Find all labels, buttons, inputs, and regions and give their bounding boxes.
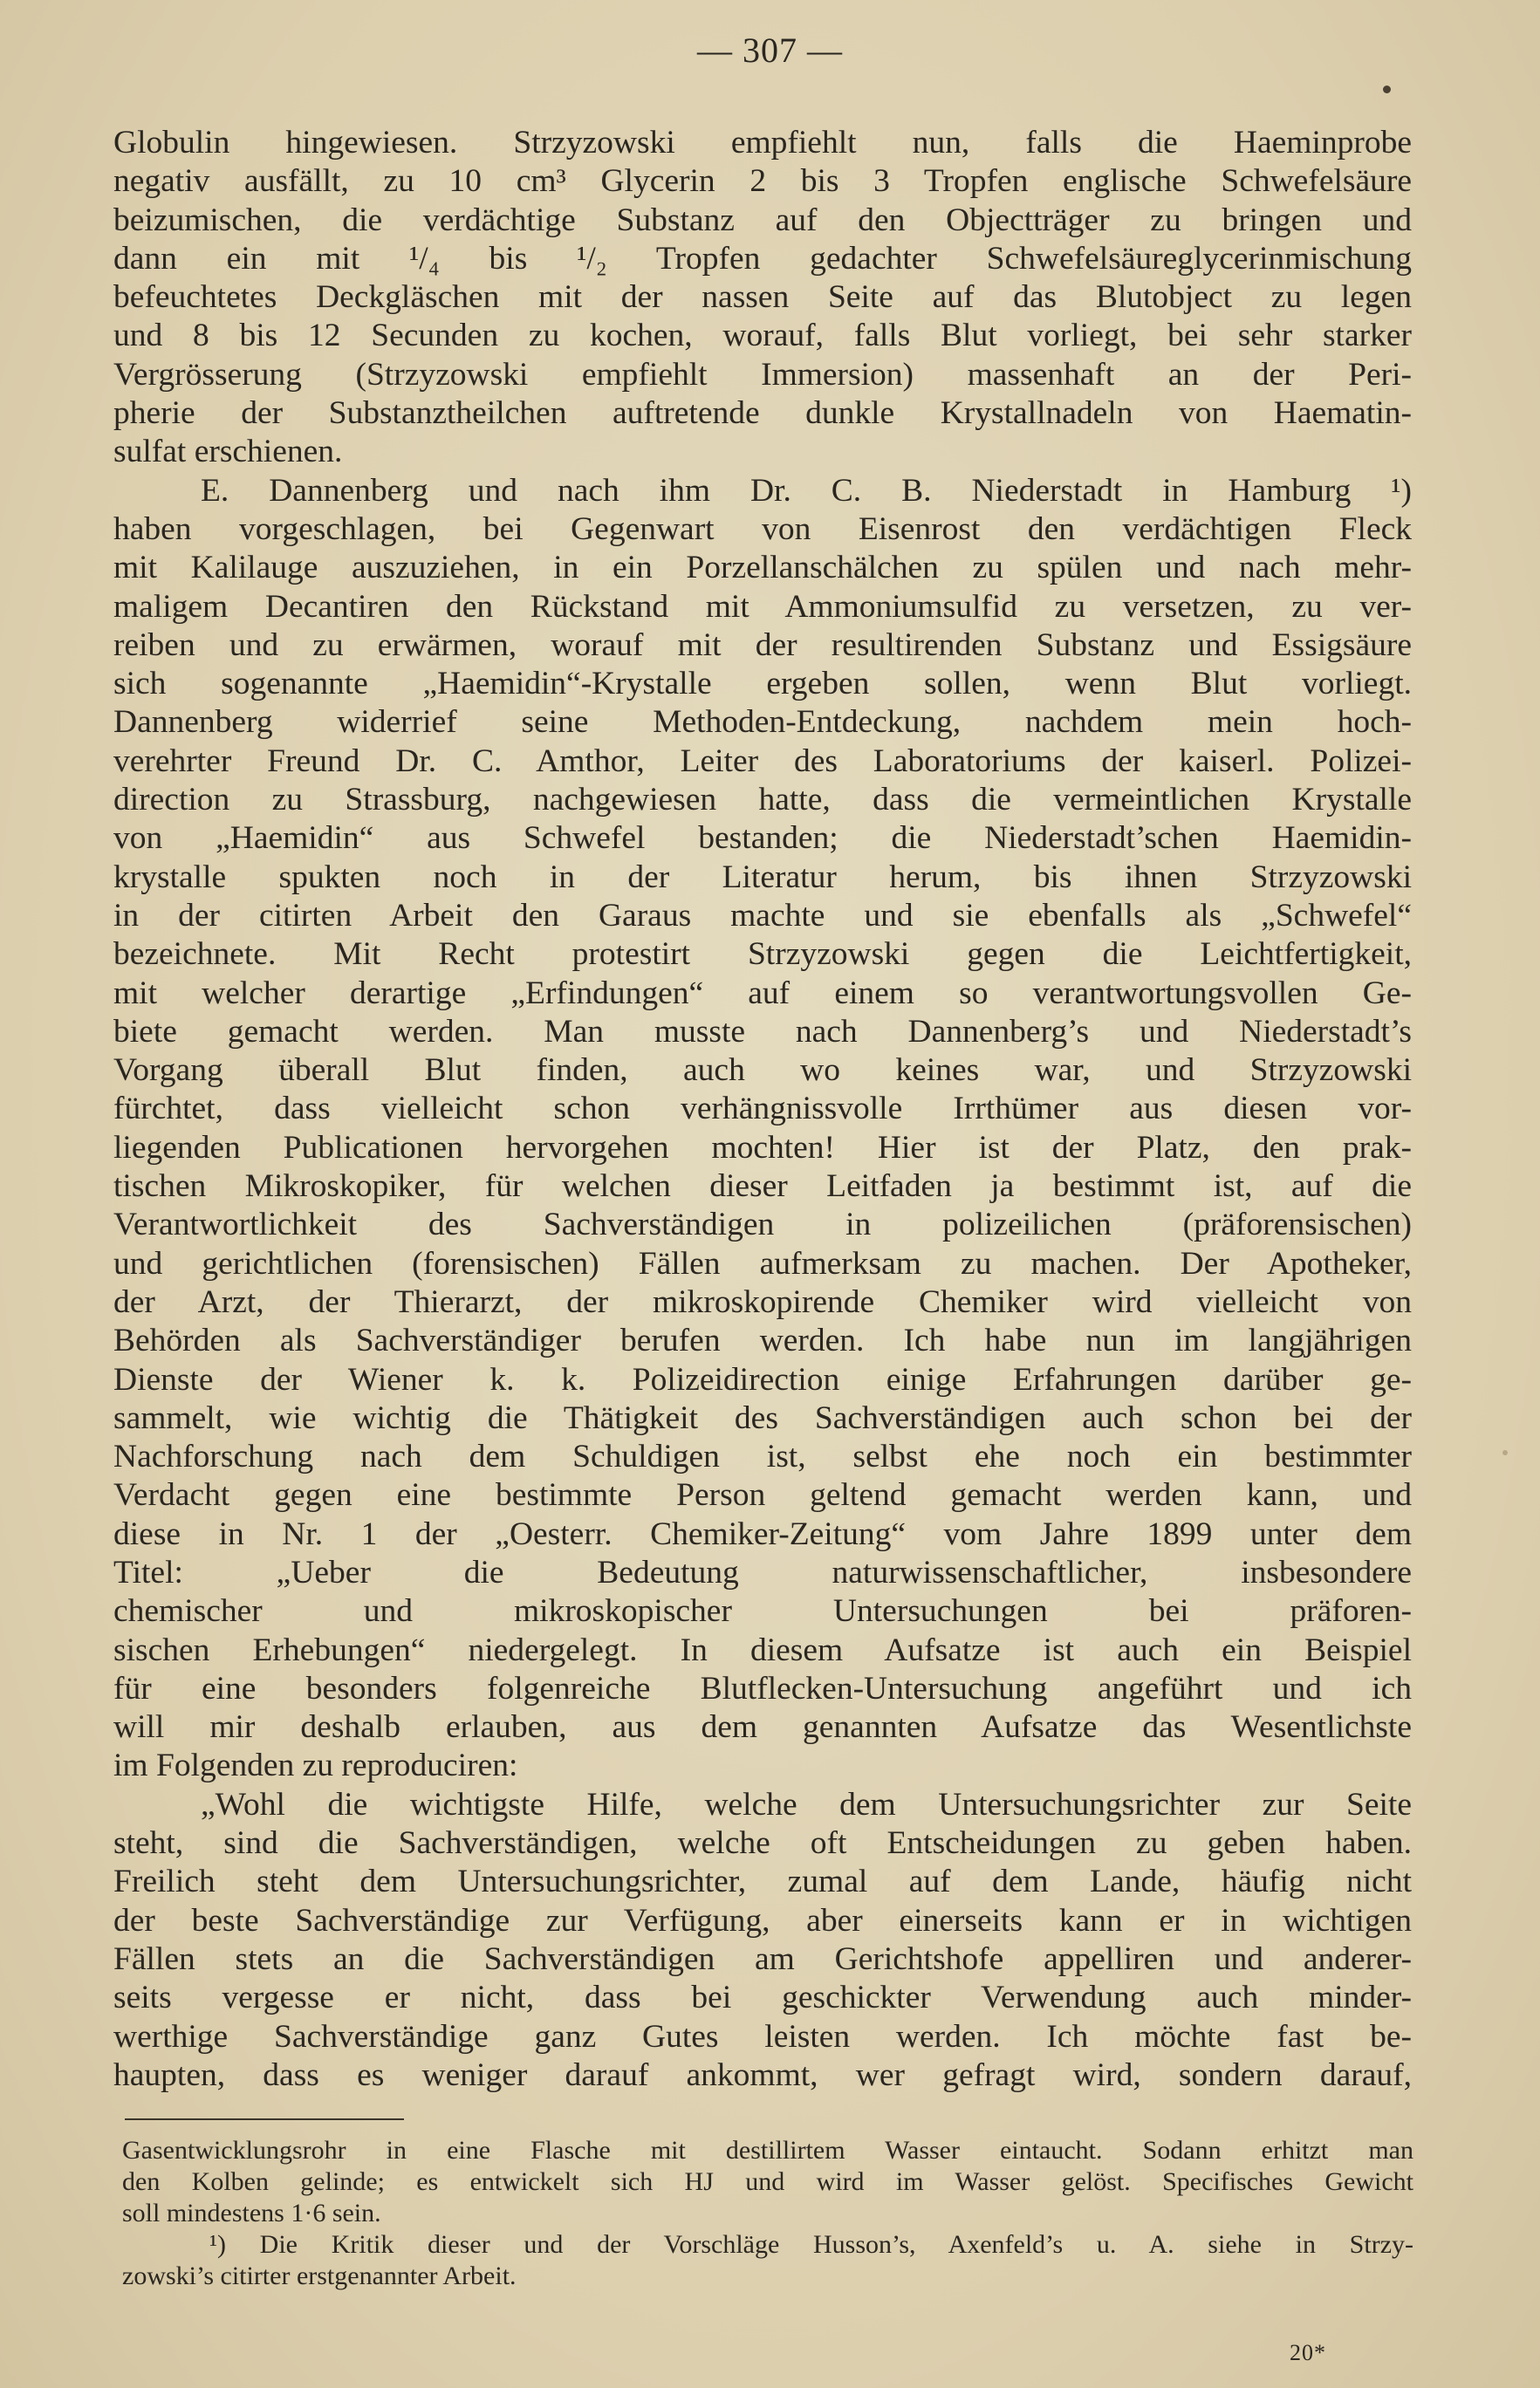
text-line: von „Haemidin“ aus Schwefel bestanden; die Niederstadt’schen Haemidin-: [113, 820, 1412, 857]
text-line: „Wohl die wichtigste Hilfe, welche dem Untersuchungsrichter zur Seite: [201, 1786, 1412, 1823]
print-speck: [1383, 86, 1391, 93]
text-line: Dannenberg widerrief seine Methoden-Entdeckung, nachdem mein hoch-: [113, 704, 1412, 741]
text-line: tischen Mikroskopiker, für welchen dieser Leitfaden ja bestimmt ist, auf die: [113, 1168, 1412, 1205]
text-line: beizumischen, die verdächtige Substanz auf den Objectträger zu bringen und: [113, 202, 1412, 238]
text-line: liegenden Publicationen hervorgehen mochten! Hier ist der Platz, den prak-: [113, 1129, 1412, 1166]
text-line: negativ ausfällt, zu 10 cm³ Glycerin 2 bis 3 Tropfen englische Schwefelsäure: [113, 163, 1412, 200]
page-number: — 307 —: [697, 31, 843, 70]
text-line: maligem Decantiren den Rückstand mit Ammoniumsulfid zu versetzen, zu ver-: [113, 588, 1412, 625]
footnote-line: ¹) Die Kritik dieser und der Vorschläge Husson’s, Axenfeld’s u. A. siehe in Strzy-: [209, 2230, 1413, 2259]
text-line: Nachforschung nach dem Schuldigen ist, selbst ehe noch ein bestimmter: [113, 1439, 1412, 1475]
text-line: chemischer und mikroskopischer Untersuchungen bei präforen-: [113, 1593, 1412, 1630]
text-line: Fällen stets an die Sachverständigen am Gerichtshofe appelliren und anderer-: [113, 1940, 1412, 1977]
text-line: werthige Sachverständige ganz Gutes leisten werden. Ich möchte fast be-: [113, 2018, 1412, 2055]
text-line: seits vergesse er nicht, dass bei geschickter Verwendung auch minder-: [113, 1980, 1412, 2016]
text-line: diese in Nr. 1 der „Oesterr. Chemiker-Zeitung“ vom Jahre 1899 unter dem: [113, 1516, 1412, 1552]
text-line: direction zu Strassburg, nachgewiesen hatte, dass die vermeintlichen Krystalle: [113, 782, 1412, 818]
text-line: mit welcher derartige „Erfindungen“ auf einem so verantwortungsvollen Ge-: [113, 975, 1412, 1011]
text-line: Verantwortlichkeit des Sachverständigen in polizeilichen (präforensischen): [113, 1207, 1412, 1243]
text-line: befeuchtetes Deckgläschen mit der nassen Seite auf das Blutobject zu legen: [113, 279, 1412, 316]
text-line: und 8 bis 12 Secunden zu kochen, worauf, falls Blut vorliegt, bei sehr starker: [113, 318, 1412, 354]
text-line: im Folgenden zu reproduciren:: [113, 1748, 518, 1784]
footnotes: [122, 2135, 1413, 2292]
text-line: biete gemacht werden. Man musste nach Dannenberg’s und Niederstadt’s: [113, 1013, 1412, 1050]
text-line: Verdacht gegen eine bestimmte Person geltend gemacht werden kann, und: [113, 1477, 1412, 1514]
text-line: E. Dannenberg und nach ihm Dr. C. B. Niederstadt in Hamburg ¹): [201, 472, 1412, 509]
text-line: der Arzt, der Thierarzt, der mikroskopirende Chemiker wird vielleicht von: [113, 1283, 1412, 1320]
text-line: sich sogenannte „Haemidin“-Krystalle ergeben sollen, wenn Blut vorliegt.: [113, 666, 1412, 702]
text-line: sammelt, wie wichtig die Thätigkeit des Sachverständigen auch schon bei der: [113, 1399, 1412, 1436]
text-line: mit Kalilauge auszuziehen, in ein Porzellanschälchen zu spülen und nach mehr-: [113, 550, 1412, 586]
text-line: fürchtet, dass vielleicht schon verhängnissvolle Irrthümer aus diesen vor-: [113, 1091, 1412, 1127]
text-line: dann ein mit ¹/₄ bis ¹/₂ Tropfen gedachter Schwefelsäureglycerinmischung: [113, 240, 1412, 277]
text-line: pherie der Substanztheilchen auftretende dunkle Krystallnadeln von Haematin-: [113, 395, 1412, 432]
text-line: Freilich steht dem Untersuchungsrichter, zumal auf dem Lande, häufig nicht: [113, 1864, 1412, 1900]
footnote-line: den Kolben gelinde; es entwickelt sich HJ und wird im Wasser gelöst. Specifisches Gewicht: [122, 2167, 1413, 2196]
text-line: Titel: „Ueber die Bedeutung naturwissenschaftlicher, insbesondere: [113, 1554, 1412, 1591]
footnote-separator: [125, 2118, 404, 2120]
text-line: in der citirten Arbeit den Garaus machte und sie ebenfalls als „Schwefel“: [113, 897, 1412, 934]
signature-mark: 20*: [1290, 2340, 1326, 2365]
text-line: Vergrösserung (Strzyzowski empfiehlt Immersion) massenhaft an der Peri-: [113, 356, 1412, 393]
text-line: bezeichnete. Mit Recht protestirt Strzyzowski gegen die Leichtfertigkeit,: [113, 936, 1412, 973]
text-line: will mir deshalb erlauben, aus dem genannten Aufsatze das Wesentlichste: [113, 1709, 1412, 1746]
text-line: und gerichtlichen (forensischen) Fällen aufmerksam zu machen. Der Apotheker,: [113, 1245, 1412, 1282]
text-line: der beste Sachverständige zur Verfügung, aber einerseits kann er in wichtigen: [113, 1902, 1412, 1939]
text-line: reiben und zu erwärmen, worauf mit der resultirenden Substanz und Essigsäure: [113, 626, 1412, 663]
text-line: Behörden als Sachverständiger berufen werden. Ich habe nun im langjährigen: [113, 1323, 1412, 1359]
body-text: [113, 124, 1412, 2095]
footnote-line: Gasentwicklungsrohr in eine Flasche mit destillirtem Wasser eintaucht. Sodann erhitzt man: [122, 2136, 1413, 2165]
text-line: krystalle spukten noch in der Literatur herum, bis ihnen Strzyzowski: [113, 859, 1412, 895]
text-line: Dienste der Wiener k. k. Polizeidirection einige Erfahrungen darüber ge-: [113, 1361, 1412, 1398]
text-line: sulfat erschienen.: [113, 434, 343, 470]
text-line: für eine besonders folgenreiche Blutflecken-Untersuchung angeführt und ich: [113, 1670, 1412, 1707]
text-line: Vorgang überall Blut finden, auch wo keines war, und Strzyzowski: [113, 1052, 1412, 1089]
footnote-line: soll mindestens 1·6 sein.: [122, 2199, 381, 2227]
text-line: Globulin hingewiesen. Strzyzowski empfiehlt nun, falls die Haeminprobe: [113, 125, 1412, 161]
text-line: steht, sind die Sachverständigen, welche oft Entscheidungen zu geben haben.: [113, 1825, 1412, 1862]
text-line: verehrter Freund Dr. C. Amthor, Leiter des Laboratoriums der kaiserl. Polizei-: [113, 742, 1412, 779]
footnote-line: zowski’s citirter erstgenannter Arbeit.: [122, 2261, 517, 2290]
text-line: haupten, dass es weniger darauf ankommt, wer gefragt wird, sondern darauf,: [113, 2056, 1412, 2093]
print-speck: [1502, 1450, 1508, 1455]
text-line: haben vorgeschlagen, bei Gegenwart von Eisenrost den verdächtigen Fleck: [113, 510, 1412, 547]
text-line: sischen Erhebungen“ niedergelegt. In diesem Aufsatze ist auch ein Beispiel: [113, 1632, 1412, 1668]
